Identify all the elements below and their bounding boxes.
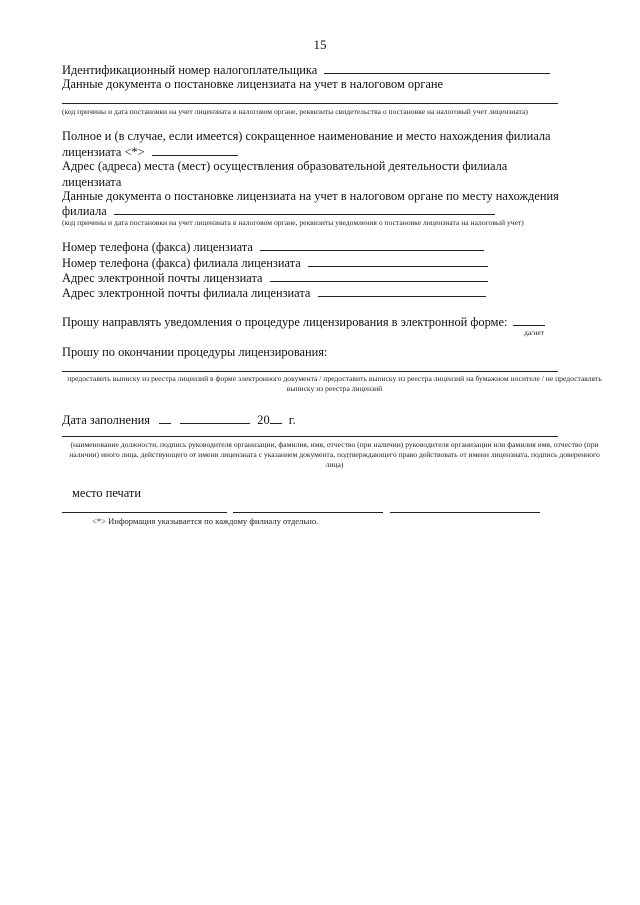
date-year-suffix: г. [288, 413, 296, 427]
branch-address-label: Адрес (адреса) места (мест) осуществления образовательной деятельности филиала [62, 159, 508, 173]
signature-line-3[interactable] [390, 512, 540, 513]
branch-tax-hint: (код причины и дата постановки на учет лицензиата в налоговом органе, реквизиты уведомления о постановке лицензиата на налоговый учет) [62, 218, 524, 227]
notifications-field[interactable] [513, 314, 545, 326]
email-row [62, 270, 488, 286]
branch-tax-row [62, 203, 495, 219]
branch-phone-field[interactable] [308, 255, 488, 267]
branch-name-label-cont: лицензиата <*> [62, 145, 145, 159]
email-label: Адрес электронной почты лицензиата [62, 271, 263, 285]
extract-field[interactable] [62, 371, 558, 372]
notifications-hint: да/нет [524, 328, 545, 337]
branch-name-field[interactable] [152, 144, 238, 156]
inn-label: Идентификационный номер налогоплательщика [62, 63, 318, 77]
signature-field[interactable] [62, 436, 558, 437]
stamp-label: место печати [72, 486, 141, 500]
date-day-field[interactable] [159, 412, 171, 424]
date-row [62, 412, 296, 428]
extract-hint: предоставить выписку из реестра лицензий в форме электронного документа / предоставить выписку из реестра лицензий на бумажном носителе / не предоставлять выписку из реестра лицензий [67, 374, 602, 393]
signature-hint: (наименование должности, подпись руководителя организации, фамилия, имя, отчество (при наличии) руководителя организации или фамилия имя, отчество (при наличии) иного лица, действующего от имени лицензиата с указанием документа, подтверждающего право действовать от имени лицензиата, подпись доверенного лица) [69, 440, 600, 469]
tax-doc-label: Данные документа о постановке лицензиата на учет в налоговом органе [62, 77, 444, 91]
signature-line-1[interactable] [62, 512, 227, 513]
phone-label: Номер телефона (факса) лицензиата [62, 240, 253, 254]
branch-name-row [62, 144, 238, 160]
branch-name-label: Полное и (в случае, если имеется) сокращенное наименование и место нахождения филиала [62, 129, 551, 143]
branch-address-label-cont: лицензиата [62, 175, 122, 189]
extract-label: Прошу по окончании процедуры лицензирования: [62, 345, 328, 359]
signature-line-2[interactable] [233, 512, 383, 513]
phone-row [62, 239, 484, 255]
email-field[interactable] [270, 270, 488, 282]
branch-email-row [62, 285, 486, 301]
branch-email-label: Адрес электронной почты филиала лицензиата [62, 286, 311, 300]
branch-tax-field[interactable] [114, 203, 495, 215]
date-year-prefix: 20 [257, 413, 270, 427]
branch-address-row [62, 174, 124, 190]
date-label: Дата заполнения [62, 413, 150, 427]
phone-field[interactable] [260, 239, 484, 251]
tax-doc-hint: (код причины и дата постановки на учет лицензиата в налоговом органе, реквизиты свидетельства о постановке на налоговый учет лицензиата) [62, 107, 528, 116]
date-month-field[interactable] [180, 412, 250, 424]
tax-doc-field[interactable] [62, 103, 558, 104]
footnote: <*> Информация указывается по каждому филиалу отдельно. [92, 516, 319, 526]
branch-phone-row [62, 255, 488, 271]
notifications-label: Прошу направлять уведомления о процедуре лицензирования в электронной форме: [62, 315, 508, 329]
branch-tax-label-cont: филиала [62, 204, 107, 218]
date-year-field[interactable] [270, 412, 282, 424]
branch-tax-label: Данные документа о постановке лицензиата на учет в налоговом органе по месту нахождения [62, 189, 559, 203]
page-number: 15 [313, 37, 327, 52]
branch-phone-label: Номер телефона (факса) филиала лицензиата [62, 256, 301, 270]
branch-email-field[interactable] [318, 285, 486, 297]
inn-field[interactable] [324, 62, 550, 74]
notifications-row [62, 314, 545, 330]
inn-row [62, 62, 550, 78]
